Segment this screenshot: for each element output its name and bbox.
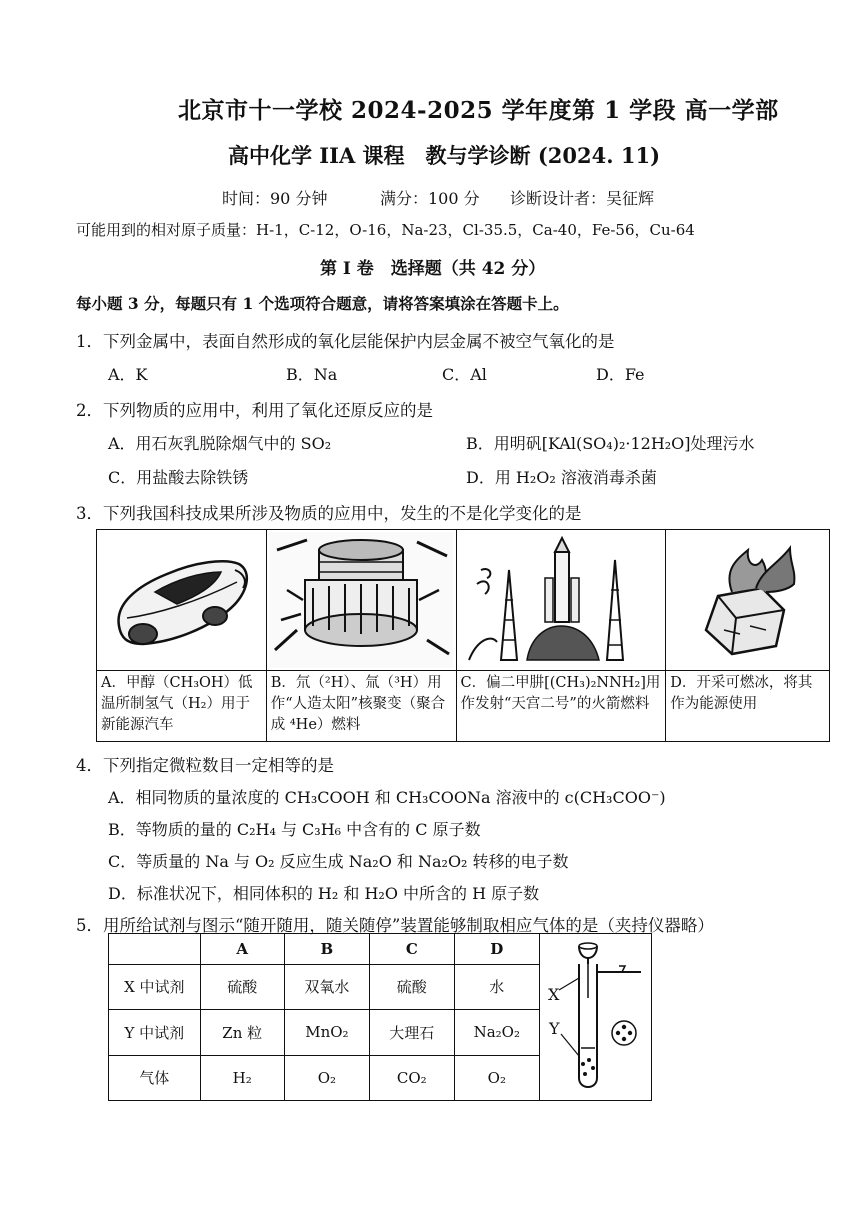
fusion-reactor-icon <box>267 530 455 670</box>
table-row <box>109 1055 540 1100</box>
q2-option-d[interactable]: D．用 H₂O₂ 溶液消毒杀菌 <box>466 468 657 487</box>
q3-options-table <box>96 529 830 742</box>
q5-cell: Zn 粒 <box>200 1010 284 1055</box>
atomic-masses: 可能用到的相对原子质量：H-1，C-12，O-16，Na-23，Cl-35.5，Ca-40，Fe-56，Cu-64 <box>76 221 695 239</box>
q3-image-b <box>266 530 456 671</box>
q5-cell: Na₂O₂ <box>454 1010 539 1055</box>
q2-option-a[interactable]: A．用石灰乳脱除烟气中的 SO₂ <box>108 434 332 453</box>
q5-cell: 双氧水 <box>284 964 369 1009</box>
q5-reagent-table <box>108 933 540 1101</box>
exam-time: 时间：90 分钟 <box>222 189 328 208</box>
q5-cell: 水 <box>454 964 539 1009</box>
q1-stem: 1．下列金属中，表面自然形成的氧化层能保护内层金属不被空气氧化的是 <box>76 332 615 351</box>
q5-cell: MnO₂ <box>284 1010 369 1055</box>
q5-cell: 硫酸 <box>200 964 284 1009</box>
q5-cell: 硫酸 <box>370 964 455 1009</box>
q3-image-c <box>456 530 666 671</box>
q3-image-d <box>666 530 830 671</box>
q5-header-blank <box>109 934 201 965</box>
q5-cell: O₂ <box>284 1055 369 1100</box>
q5-stem: 5．用所给试剂与图示“随开随用，随关随停”装置能够制取相应气体的是（夹持仪器略） <box>76 916 714 935</box>
apparatus-diagram <box>545 938 645 1096</box>
q3-option-c[interactable]: C．偏二甲肼[(CH₃)₂NNH₂]用作发射“天宫二号”的火箭燃料 <box>456 671 666 742</box>
q3-option-b[interactable]: B．氘（²H）、氚（³H）用作“人造太阳”核聚变（聚合成 ⁴He）燃料 <box>266 671 456 742</box>
q5-row-label: Y 中试剂 <box>109 1010 201 1055</box>
q5-cell: 大理石 <box>370 1010 455 1055</box>
q5-row-label: 气体 <box>109 1055 201 1100</box>
rocket-launch-icon <box>457 530 665 670</box>
car-icon <box>97 530 265 670</box>
combustible-ice-icon <box>666 530 828 670</box>
q2-stem: 2．下列物质的应用中，利用了氧化还原反应的是 <box>76 401 433 420</box>
q1-option-c[interactable]: C．Al <box>442 365 487 384</box>
q2-option-b[interactable]: B．用明矾[KAl(SO₄)₂·12H₂O]处理污水 <box>466 434 755 453</box>
course-subtitle: 高中化学 IIA 课程 教与学诊断 (2024. 11) <box>228 143 661 168</box>
q3-option-a[interactable]: A．甲醇（CH₃OH）低温所制氢气（H₂）用于新能源汽车 <box>97 671 267 742</box>
q3-option-d[interactable]: D．开采可燃冰，将其作为能源使用 <box>666 671 830 742</box>
q1-option-b[interactable]: B．Na <box>286 365 338 384</box>
q4-option-b[interactable]: B．等物质的量的 C₂H₄ 与 C₃H₆ 中含有的 C 原子数 <box>108 820 481 839</box>
q5-header-d[interactable]: D <box>454 934 539 965</box>
q2-option-c[interactable]: C．用盐酸去除铁锈 <box>108 468 249 487</box>
q1-option-a[interactable]: A．K <box>108 365 148 384</box>
q5-header-a[interactable]: A <box>200 934 284 965</box>
q4-option-c[interactable]: C．等质量的 Na 与 O₂ 反应生成 Na₂O 和 Na₂O₂ 转移的电子数 <box>108 852 569 871</box>
section-title: 第 I 卷 选择题（共 42 分） <box>320 259 546 279</box>
exam-score: 满分：100 分 <box>380 189 480 208</box>
exam-designer: 诊断设计者：吴征辉 <box>510 189 655 208</box>
q5-cell: H₂ <box>200 1055 284 1100</box>
apparatus-label-y: Y <box>549 1019 560 1038</box>
q3-stem: 3．下列我国科技成果所涉及物质的应用中，发生的不是化学变化的是 <box>76 504 582 523</box>
q5-row-label: X 中试剂 <box>109 964 201 1009</box>
q5-header-b[interactable]: B <box>284 934 369 965</box>
exam-title: 北京市十一学校 2024-2025 学年度第 1 学段 高一学部 <box>178 97 779 124</box>
apparatus-label-x: X <box>548 985 560 1004</box>
q4-option-d[interactable]: D．标准状况下，相同体积的 H₂ 和 H₂O 中所含的 H 原子数 <box>108 884 540 903</box>
q5-cell: CO₂ <box>370 1055 455 1100</box>
table-row <box>109 1010 540 1055</box>
q5-header-c[interactable]: C <box>370 934 455 965</box>
q1-option-d[interactable]: D．Fe <box>596 365 645 384</box>
q5-cell: O₂ <box>454 1055 539 1100</box>
q4-option-a[interactable]: A．相同物质的量浓度的 CH₃COOH 和 CH₃COONa 溶液中的 c(CH₃COO⁻) <box>108 788 666 807</box>
table-row <box>109 964 540 1009</box>
section-instruction: 每小题 3 分，每题只有 1 个选项符合题意，请将答案填涂在答题卡上。 <box>76 294 569 313</box>
q3-image-a <box>97 530 267 671</box>
q4-stem: 4．下列指定微粒数目一定相等的是 <box>76 756 334 775</box>
